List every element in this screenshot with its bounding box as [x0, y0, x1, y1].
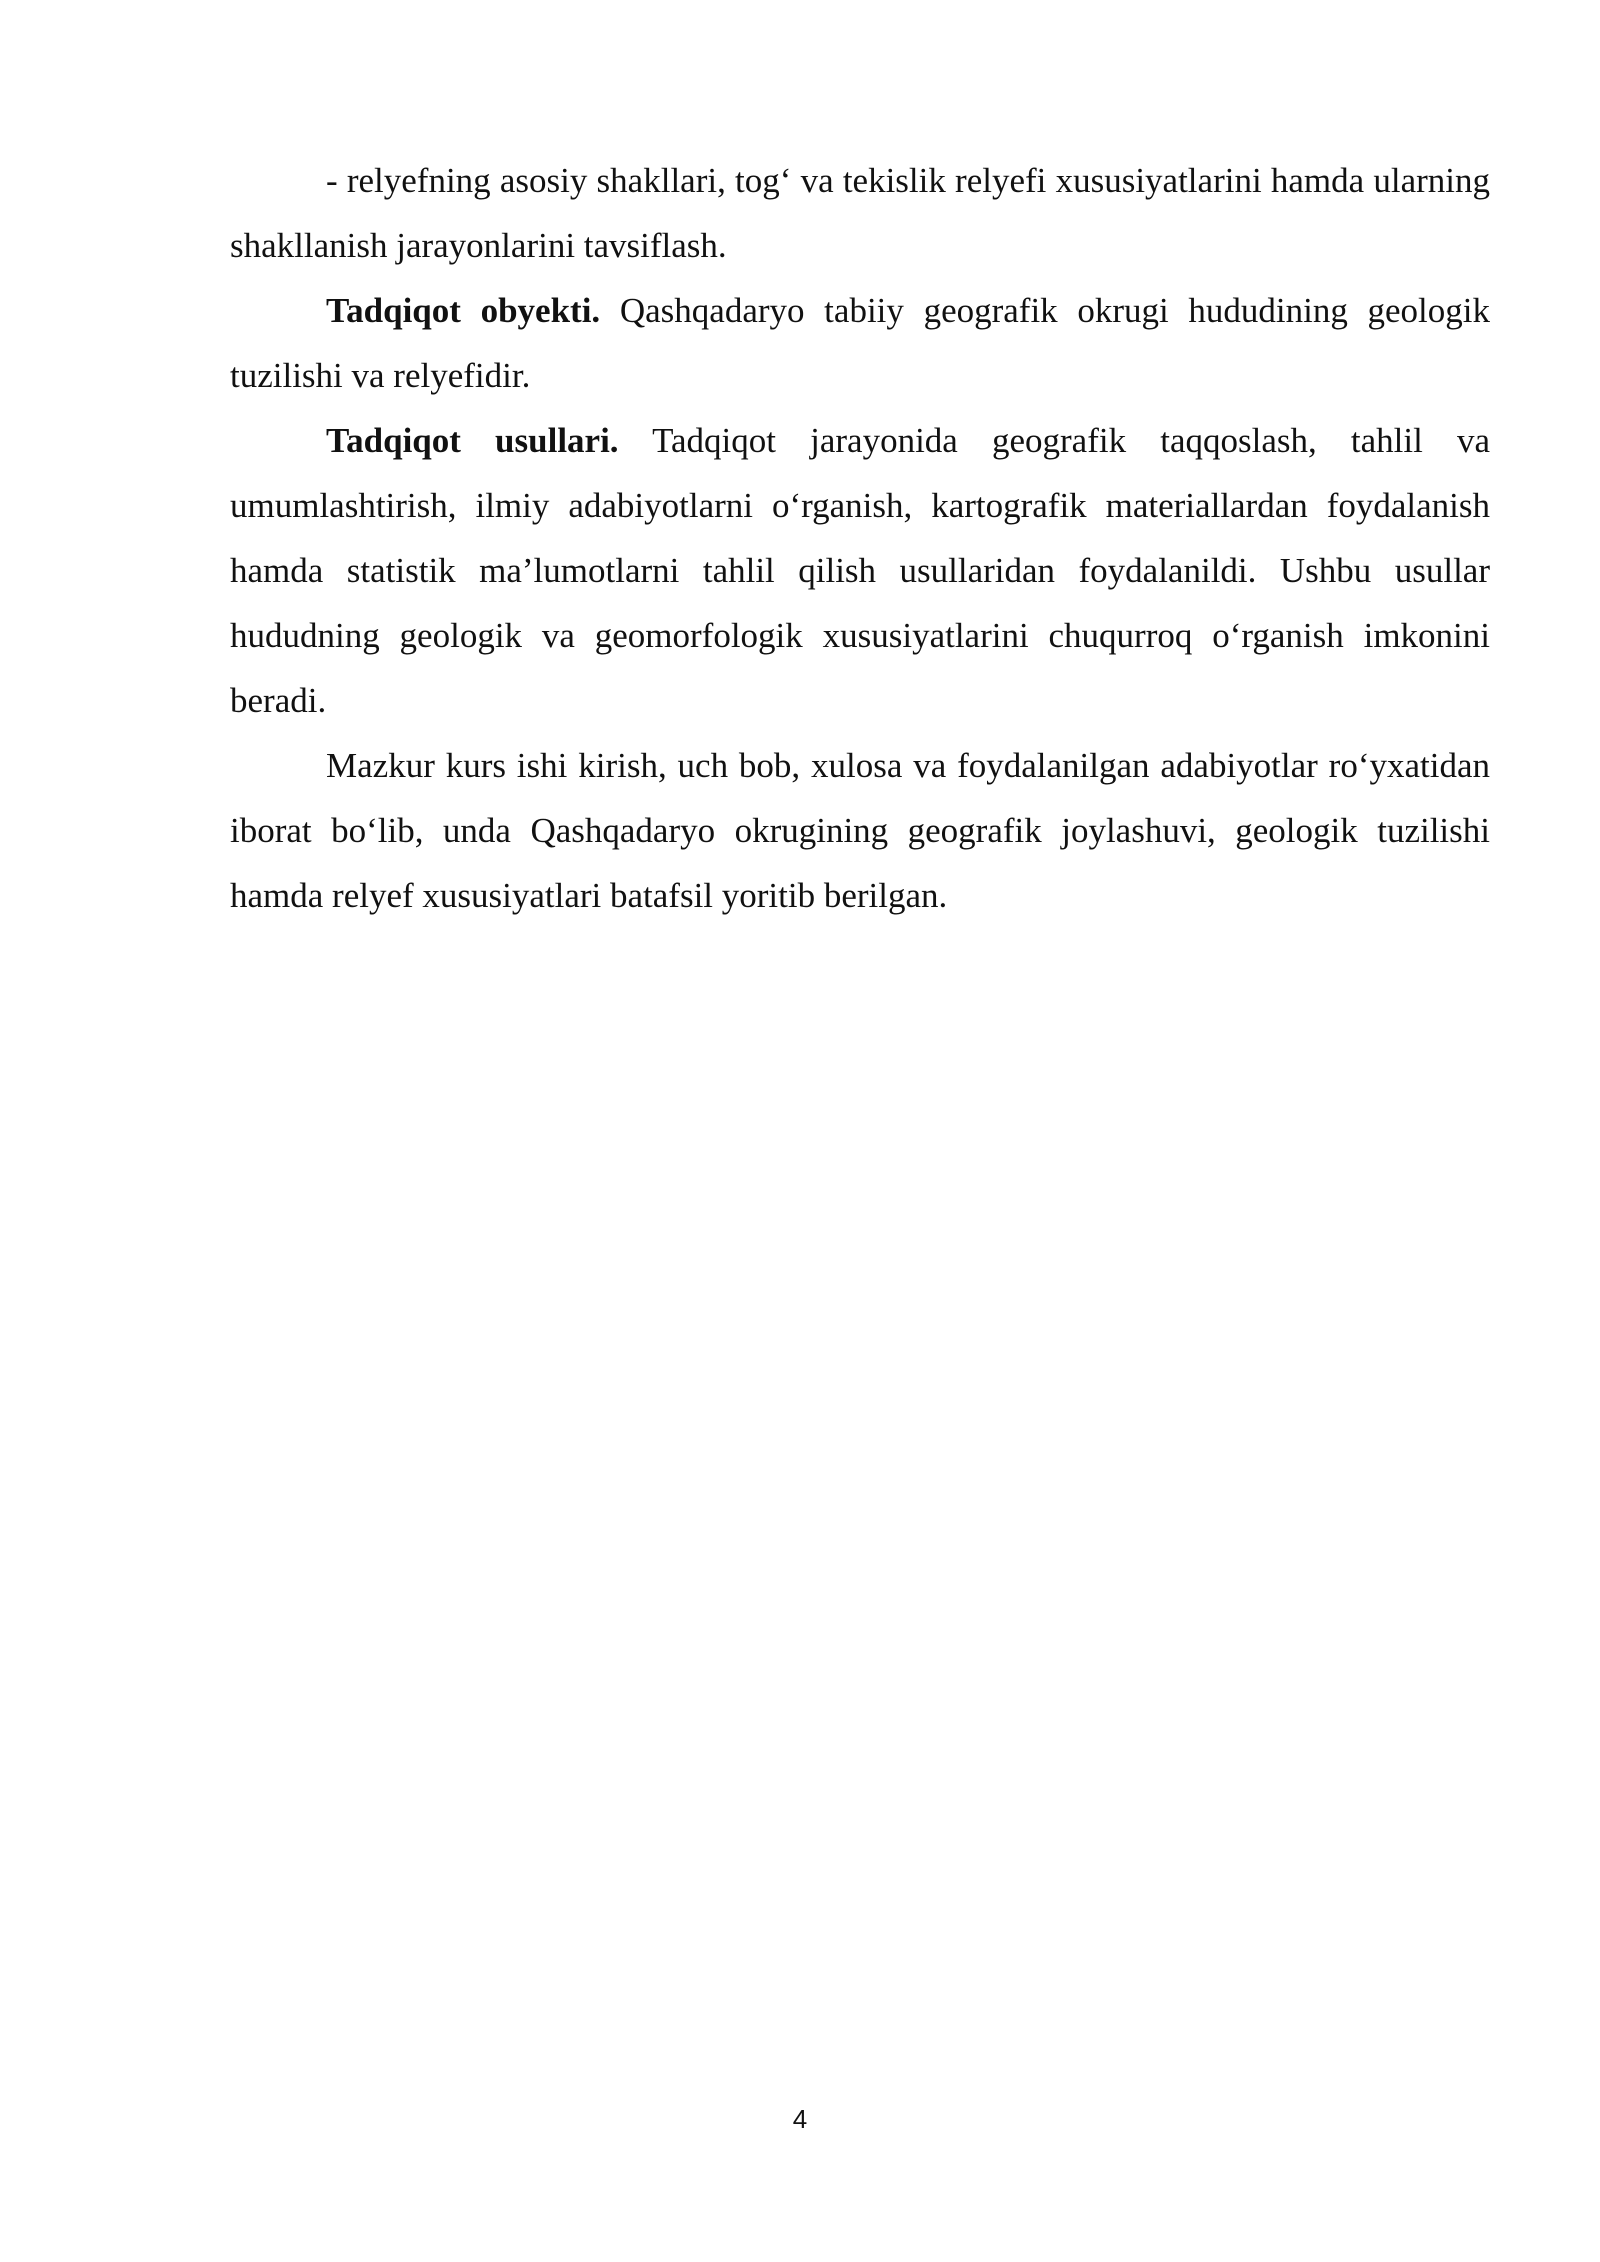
paragraph-lead-heading: Tadqiqot usullari.	[326, 421, 619, 460]
paragraph-lead-heading: Tadqiqot obyekti.	[326, 291, 601, 330]
paragraph-text: Tadqiqot jarayonida geografik taqqoslash, tahlil va umumlashtirish, ilmiy adabiyotlarni o‘rganish, kartografik materiallardan foydalanish hamda statistik ma’lumotlarni tahlil qilish usullaridan foydalanildi. Ushbu usullar hududning geologik va geomorfologik xususiyatlarini chuqurroq o‘rganish imkonini beradi.	[230, 421, 1490, 720]
paragraph-research-methods	[230, 408, 1490, 733]
paragraph-text: Mazkur kurs ishi kirish, uch bob, xulosa va foydalanilgan adabiyotlar ro‘yxatidan iborat bo‘lib, unda Qashqadaryo okrugining geografik joylashuvi, geologik tuzilishi hamda relyef xususiyatlari batafsil yoritib berilgan.	[230, 746, 1490, 915]
paragraph-text: - relyefning asosiy shakllari, tog‘ va tekislik relyefi xususiyatlarini hamda ularning shakllanish jarayonlarini tavsiflash.	[230, 161, 1490, 265]
document-body	[230, 148, 1490, 928]
paragraph-text: Qashqadaryo tabiiy geografik okrugi hududining geologik tuzilishi va relyefidir.	[230, 291, 1490, 395]
paragraph-relief-forms	[230, 148, 1490, 278]
paragraph-structure	[230, 733, 1490, 928]
paragraph-research-object	[230, 278, 1490, 408]
page-number: 4	[792, 2104, 808, 2134]
